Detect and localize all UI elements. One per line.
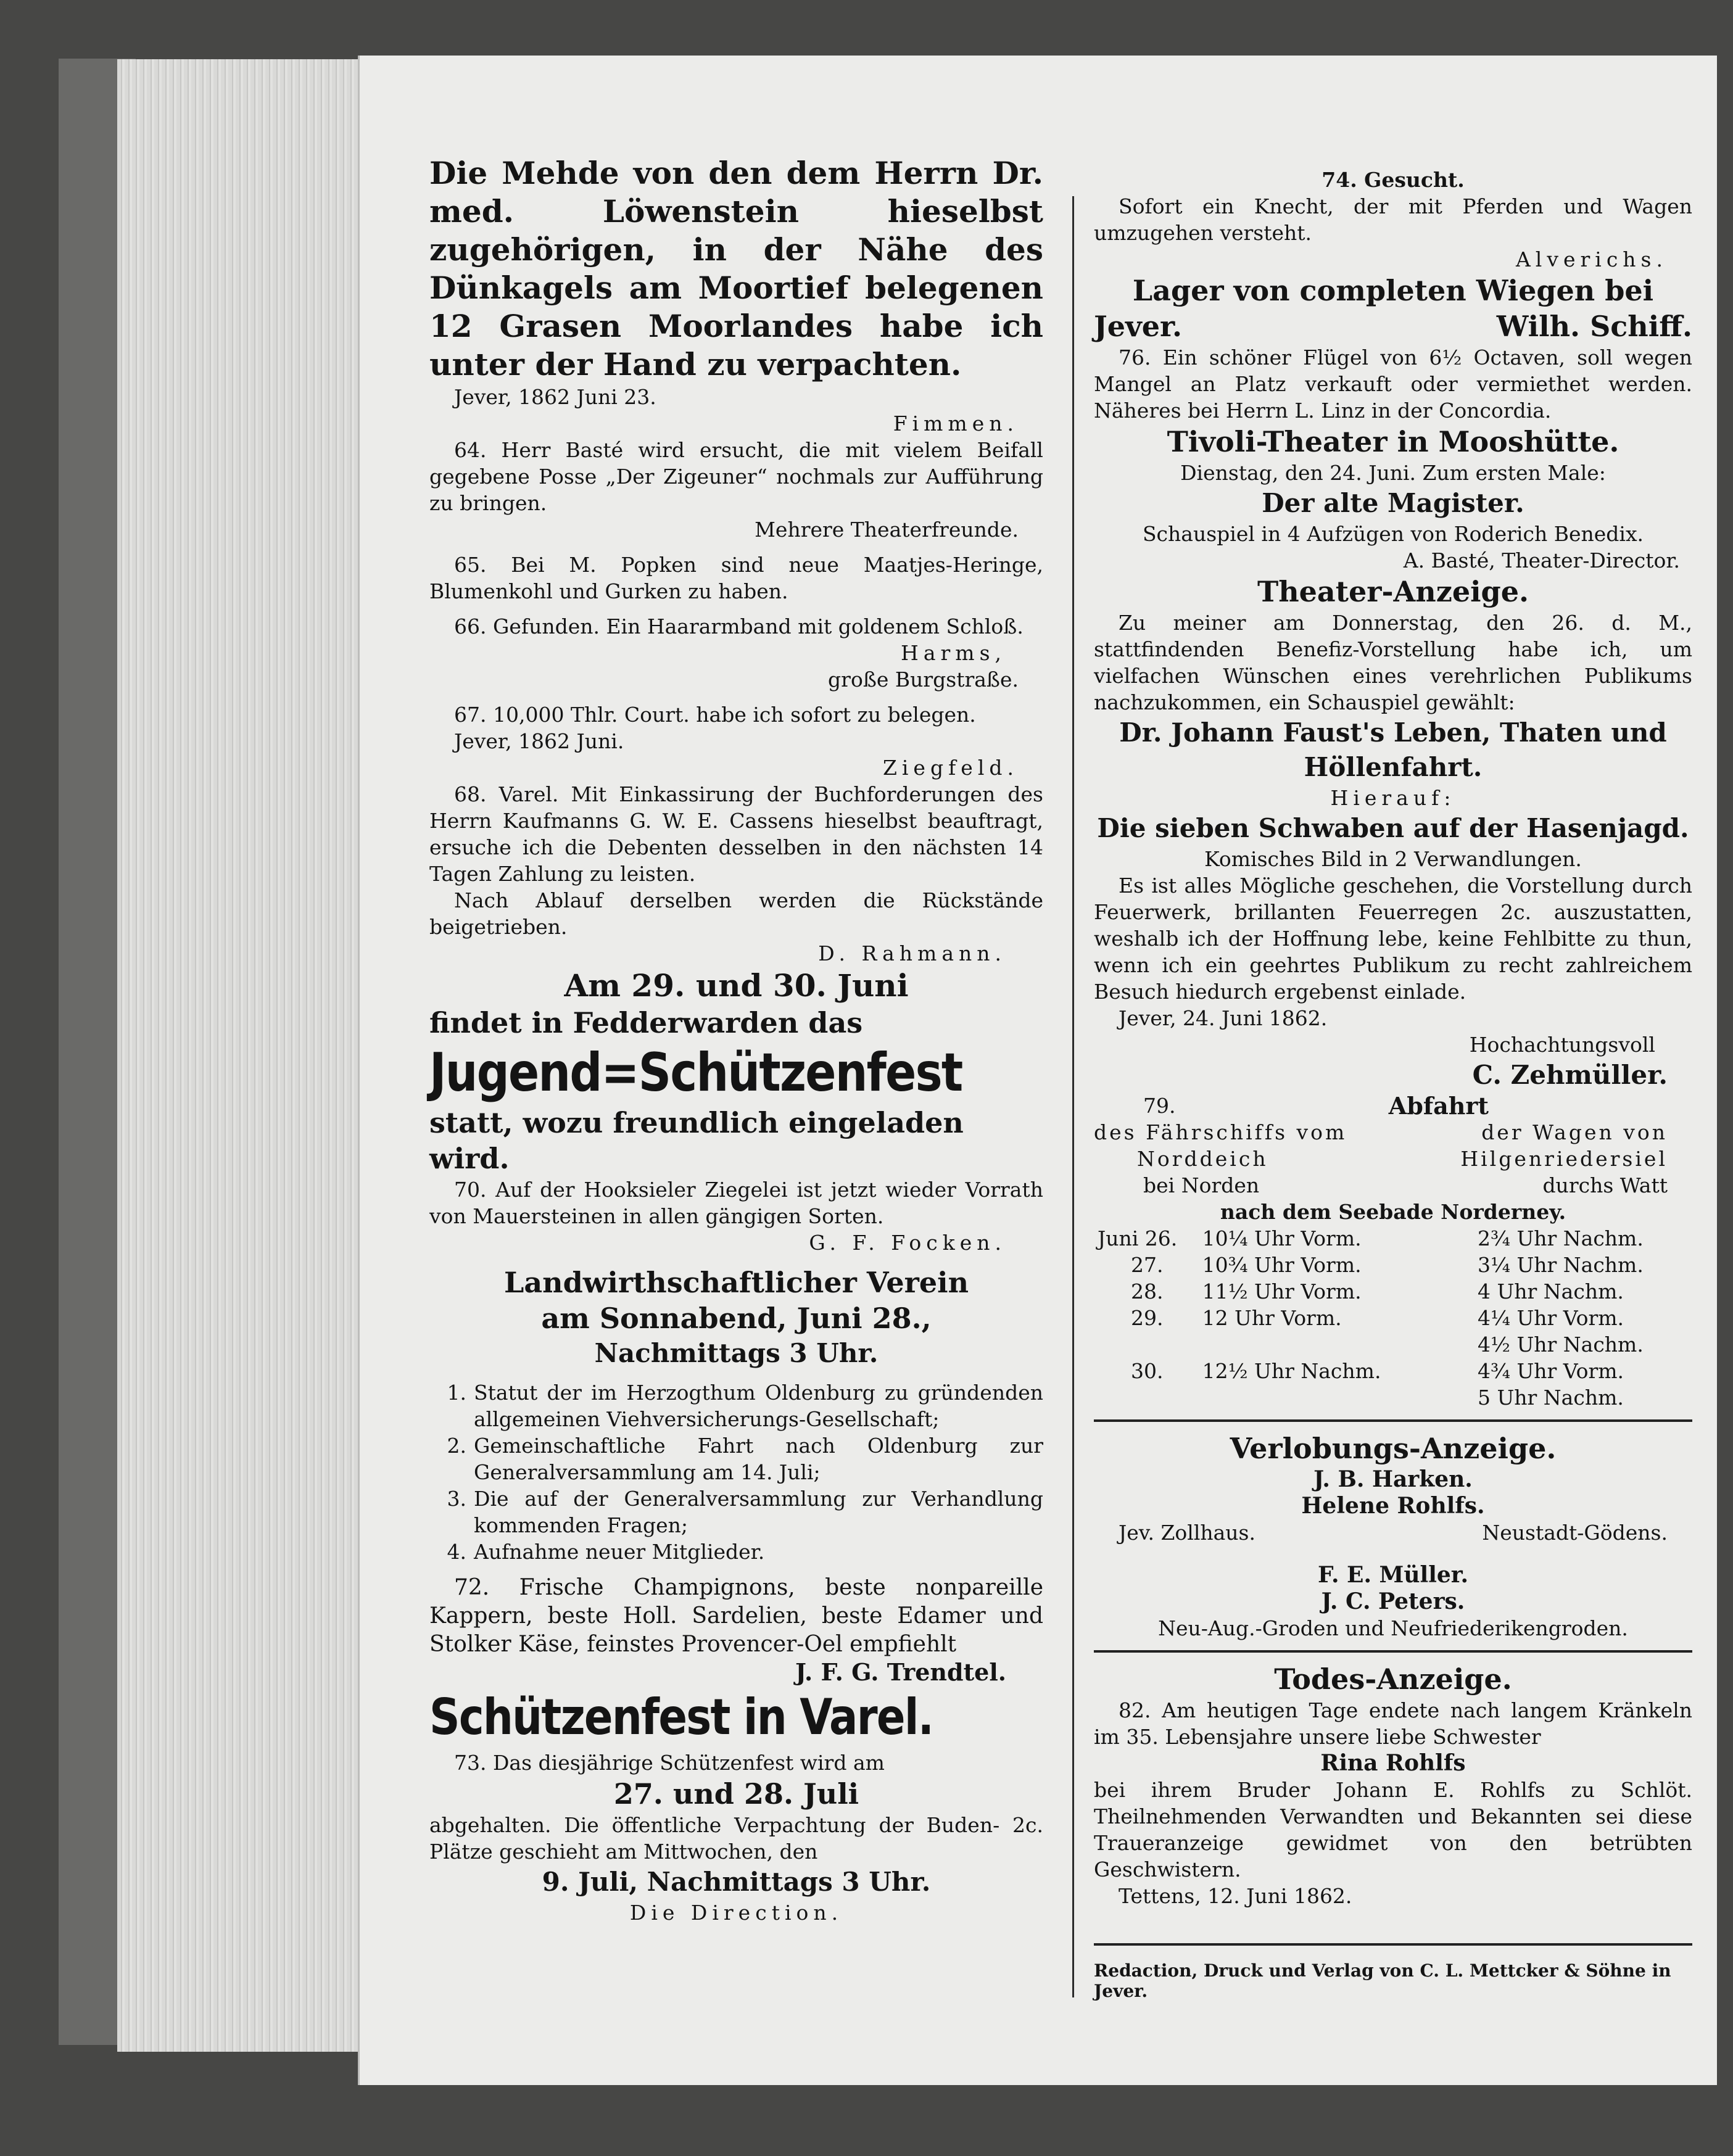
ferry-heading (1094, 1092, 1692, 1119)
notice-68: 68. Varel. Mit Einkassirung der Buchforderungen des Herrn Kaufmanns G. W. E. Cassens hieselbst beauftragt, ersuche ich die Debenten desselben in den nächsten 14 Tagen Zahlung zu leisten. (429, 782, 1043, 886)
verlobung-title: Verlobungs-Anzeige. (1230, 1432, 1557, 1465)
imprint: Redaction, Druck und Verlag von C. L. Mettcker & Söhne in Jever. (1094, 1960, 1671, 2001)
notice-82-a: 82. Am heutigen Tage endete nach langem Kränkeln im 35. Lebensjahre unsere liebe Schwester (1094, 1698, 1692, 1749)
mehde-notice: Die Mehde von den dem Herrn Dr. med. Löwenstein hieselbst zugehörigen, in der Nähe des Dünkagels am Moortief belegenen 12 Grasen Moorlandes habe ich unter der Hand zu verpachten. (429, 155, 1043, 382)
notice-64: 64. Herr Basté wird ersucht, die mit vielem Beifall gegebene Posse „Der Zigeuner“ nochmals zur Aufführung zu bringen. (429, 438, 1043, 515)
tivoli-date: Dienstag, den 24. Juni. Zum ersten Male: (1180, 461, 1606, 485)
notice-67: 67. 10,000 Thlr. Court. habe ich sofort zu belegen. (454, 703, 976, 727)
notice-64-signature: Mehrere Theaterfreunde. (755, 518, 1019, 542)
table-row: 4½ Uhr Nachm. (1477, 1332, 1644, 1357)
ferry-right-heading: der Wagen von Hilgenriedersiel durchs Watt (1460, 1120, 1668, 1197)
notice-73-date: 27. und 28. Juli (613, 1777, 859, 1811)
notice-65: 65. Bei M. Popken sind neue Maatjes-Heringe, Blumenkohl und Gurken zu haben. (429, 553, 1043, 603)
footer-divider (1094, 1943, 1692, 1946)
notice-82-name: Rina Rohlfs (1320, 1750, 1466, 1776)
notice-70: 70. Auf der Hooksieler Ziegelei ist jetzt wieder Vorrath von Mauersteinen in allen gängigen Sorten. (429, 1178, 1043, 1228)
theater-date: Jever, 24. Juni 1862. (1119, 1006, 1328, 1030)
divider (1094, 1419, 1692, 1422)
theater-text-2: Es ist alles Mögliche geschehen, die Vorstellung durch Feuerwerk, brillanten Feuerregen 2c. auszustatten, weshalb ich der Hoffnung lebe, keine Fehlbitte zu thun, wenn ich ein geehrtes Publikum zu recht zahlreichem Besuch hiedurch ergebenst einlade. (1094, 874, 1692, 1004)
wiegen-seller: Wilh. Schiff. (1496, 310, 1692, 343)
verein-time: Nachmittags 3 Uhr. (594, 1338, 879, 1368)
verein-date: am Sonnabend, Juni 28., (541, 1302, 932, 1335)
notice-73-a: 73. Das diesjährige Schützenfest wird am (454, 1751, 885, 1775)
notice-73-date-2: 9. Juli, Nachmittags 3 Uhr. (542, 1867, 931, 1897)
notice-76: 76. Ein schöner Flügel von 6½ Octaven, soll wegen Mangel an Platz verkauft oder vermiethet werden. Näheres bei Herrn L. Linz in der Concordia. (1094, 345, 1692, 423)
notice-67-date: Jever, 1862 Juni. (454, 729, 624, 753)
ferry-subheading (1094, 1119, 1692, 1199)
fest-title: Jugend=Schützenfest (429, 1042, 962, 1104)
ferry-number: 79. (1143, 1094, 1176, 1118)
verlobung-name-3: F. E. Müller. (1318, 1562, 1468, 1588)
tivoli-description: Schauspiel in 4 Aufzügen von Roderich Benedix. (1142, 522, 1644, 546)
right-column (1094, 167, 1692, 1909)
fest-line-3: statt, wozu freundlich eingeladen wird. (429, 1106, 964, 1175)
ferry-title: Abfahrt (1388, 1092, 1489, 1120)
mehde-signature: Fimmen. (893, 411, 1019, 436)
notice-66-signature: Harms, (901, 641, 1006, 665)
verlobung-name-1: J. B. Harken. (1313, 1466, 1473, 1492)
table-row: 29. 12 Uhr Vorm. 4¼ Uhr Vorm. (1131, 1306, 1624, 1330)
todes-title: Todes-Anzeige. (1274, 1662, 1512, 1696)
notice-72: 72. Frische Champignons, beste nonpareille Kappern, beste Holl. Sardelien, beste Edamer und Stolker Käse, feinstes Provencer-Oel empfiehlt (429, 1575, 1043, 1657)
notice-67-signature: Ziegfeld. (882, 756, 1019, 780)
varel-title: Schützenfest in Varel. (429, 1688, 933, 1746)
tivoli-title: Tivoli-Theater in Mooshütte. (1167, 425, 1619, 458)
theater-signature: C. Zehmüller. (1472, 1060, 1668, 1090)
schwaben-description: Komisches Bild in 2 Verwandlungen. (1204, 847, 1582, 871)
tivoli-play: Der alte Magister. (1262, 488, 1524, 518)
tivoli-signature: A. Basté, Theater-Director. (1403, 548, 1680, 572)
list-item: 3. Die auf der Generalversammlung zur Verhandlung kommenden Fragen; (447, 1487, 1043, 1537)
verlobung-place-right: Neustadt-Gödens. (1482, 1521, 1668, 1545)
verlobung-name-4: J. C. Peters. (1321, 1588, 1465, 1614)
hierauf: Hierauf: (1330, 786, 1456, 810)
verein-title: Landwirthschaftlicher Verein (503, 1266, 969, 1299)
notice-68-signature: D. Rahmann. (818, 941, 1006, 965)
left-column (429, 154, 1043, 1926)
divider (1094, 1650, 1692, 1653)
notice-74-signature: Alverichs. (1515, 247, 1668, 271)
notice-74: Sofort ein Knecht, der mit Pferden und Wagen umzugehen versteht. (1094, 194, 1692, 245)
list-item: 4. Aufnahme neuer Mitglieder. (447, 1540, 765, 1564)
notice-82-date: Tettens, 12. Juni 1862. (1119, 1884, 1352, 1908)
theater-text: Zu meiner am Donnerstag, den 26. d. M., stattfindenden Benefiz-Vorstellung habe ich, um vielfachen Wünschen eines verehrlichen Publikums nachzukommen, ein Schauspiel gewählt: (1094, 611, 1692, 714)
notice-70-signature: G. F. Focken. (809, 1231, 1006, 1255)
ferry-left-heading: des Fährschiffs vom Norddeich bei Norden (1094, 1120, 1347, 1197)
verlobung-places-2: Neu-Aug.-Groden und Neufriederikengroden. (1158, 1616, 1628, 1640)
verein-agenda (429, 1379, 1043, 1565)
notice-74-heading: 74. Gesucht. (1321, 168, 1465, 192)
fest-line-2: findet in Fedderwarden das (429, 1006, 863, 1039)
verlobung-place-left: Jev. Zollhaus. (1119, 1521, 1255, 1545)
table-row: 5 Uhr Nachm. (1477, 1386, 1624, 1410)
theater-regards: Hochachtungsvoll (1469, 1033, 1655, 1057)
table-row: 27. 10¾ Uhr Vorm. 3¼ Uhr Nachm. (1131, 1253, 1644, 1277)
list-item: 2. Gemeinschaftliche Fahrt nach Oldenburg zur Generalversammlung am 14. Juli; (447, 1434, 1043, 1484)
verlobung-places (1094, 1519, 1692, 1546)
notice-66-address: große Burgstraße. (828, 667, 1019, 692)
faust-title: Dr. Johann Faust's Leben, Thaten und Höllenfahrt. (1119, 717, 1667, 782)
notice-66: 66. Gefunden. Ein Haararmband mit goldenem Schloß. (454, 614, 1024, 638)
fest-date: Am 29. und 30. Juni (564, 967, 909, 1004)
theater-title: Theater-Anzeige. (1257, 575, 1529, 608)
list-item: 1. Statut der im Herzogthum Oldenburg zu gründenden allgemeinen Viehversicherungs-Gesellschaft; (447, 1381, 1043, 1431)
schwaben-title: Die sieben Schwaben auf der Hasenjagd. (1097, 813, 1689, 843)
table-row: 28. 11½ Uhr Vorm. 4 Uhr Nachm. (1131, 1279, 1624, 1303)
table-row: 30. 12½ Uhr Nachm. 4¾ Uhr Vorm. (1131, 1359, 1624, 1383)
column-rule (1072, 196, 1074, 1997)
table-row: Juni 26. 10¼ Uhr Vorm. 2¾ Uhr Nachm. (1098, 1226, 1644, 1250)
wiegen-line (1094, 308, 1692, 344)
ferry-destination: nach dem Seebade Norderney. (1220, 1200, 1566, 1224)
wiegen-title: Lager von completen Wiegen bei (1132, 274, 1654, 307)
wiegen-place: Jever. (1094, 310, 1183, 343)
notice-73-b: abgehalten. Die öffentliche Verpachtung der Buden- 2c. Plätze geschieht am Mittwochen, den (429, 1813, 1043, 1864)
notice-82-b: bei ihrem Bruder Johann E. Rohlfs zu Schlöt. Theilnehmenden Verwandten und Bekannten sei diese Traueranzeige gewidmet von den betrübten Geschwistern. (1094, 1778, 1692, 1881)
page-stack-edge (117, 59, 367, 2052)
notice-73-signature: Die Direction. (629, 1901, 843, 1925)
ferry-table (1094, 1225, 1692, 1411)
notice-68-b: Nach Ablauf derselben werden die Rückstände beigetrieben. (429, 888, 1043, 939)
verlobung-name-2: Helene Rohlfs. (1301, 1493, 1485, 1519)
mehde-date: Jever, 1862 Juni 23. (454, 385, 656, 409)
notice-72-signature: J. F. G. Trendtel. (795, 1658, 1006, 1686)
